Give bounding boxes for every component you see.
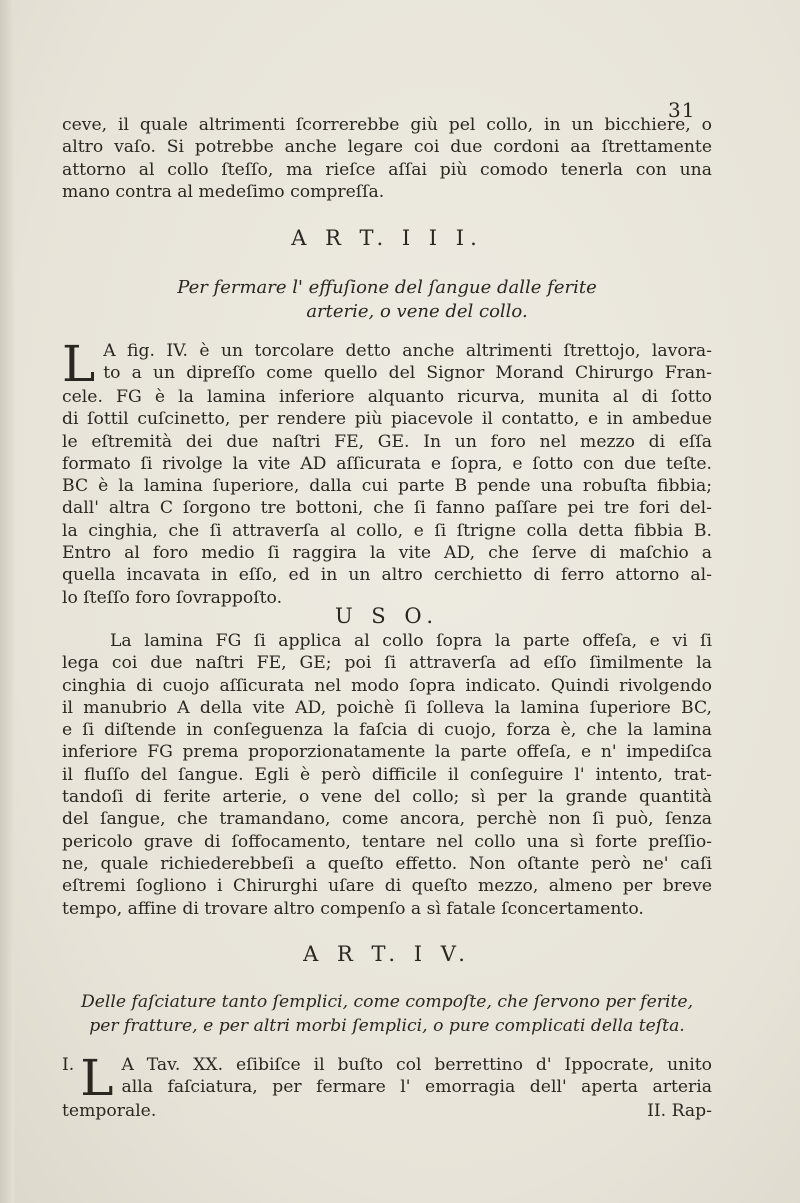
art4-title-line: per fratture, e per altri morbi ſemplici, o pure complicati della teſta. xyxy=(89,1016,685,1036)
art3-title-line: Per fermare l' effuſione del ſangue dalle ferite xyxy=(177,277,597,298)
text-line: e ſi diſtende in conſeguenza la faſcia di cuojo, forza è, che la lamina xyxy=(62,720,712,741)
text-line: formato ſi rivolge la vite AD aſſicurata e ſopra, e ſotto con due teſte. xyxy=(62,453,712,474)
text-line: inferiore FG prema proporzionatamente la parte offeſa, e n' impediſca xyxy=(62,742,712,763)
text-line: mano contra al medeſimo compreſſa. xyxy=(62,181,385,202)
section-numeral: I. xyxy=(62,1055,75,1075)
text-line: attorno al collo ſteſſo, ma rieſce aſſai più comodo tenerla con una xyxy=(62,159,712,180)
art3-body xyxy=(62,335,712,609)
text-line: di ſottil cuſcinetto, per rendere più piacevole il contatto, e in ambedue xyxy=(62,409,712,430)
page-spine-shadow xyxy=(0,0,14,1203)
text-line: altro vaſo. Si potrebbe anche legare coi due cordoni aa ſtrettamente xyxy=(62,137,712,158)
text-line: tempo, affine di trovare altro compenſo a sì fatale ſconcertamento. xyxy=(62,898,644,919)
text-line: cinghia di cuojo aſſicurata nel modo ſopra indicato. Quindi rivolgendo xyxy=(62,675,712,696)
art4-title-line: Delle faſciature tanto ſemplici, come compoſte, che ſervono per ferite, xyxy=(80,992,694,1012)
text-line: ceve, il quale altrimenti ſcorrerebbe giù pel collo, in un bicchiere, o xyxy=(62,115,712,135)
text-line: del ſangue, che tramandano, come ancora, perchè non ſi può, ſenza xyxy=(62,809,712,830)
text-line: temporale. xyxy=(62,1101,157,1121)
text-line: la cinghia, che ſi attraverſa al collo, e ſi ſtrigne colla detta fibbia B. xyxy=(62,520,712,541)
text-line: to a un dipreſſo come quello del Signor Morand Chirurgo Fran- xyxy=(103,363,712,384)
catchword: II. Rap- xyxy=(647,1101,712,1121)
text-line: quella incavata in eſſo, ed in un altro cerchietto di ferro attorno al- xyxy=(62,565,712,586)
art3-heading: A R T. I I I. xyxy=(291,226,483,250)
text-line: A Tav. XX. eſibiſce il buſto col berrettino d' Ippocrate, unito xyxy=(121,1055,712,1075)
drop-cap: L xyxy=(62,335,96,393)
text-line: tandoſi di ferite arterie, o vene del collo; sì per la grande quantità xyxy=(62,787,712,808)
uso-heading: U S O. xyxy=(334,604,440,628)
text-line: A fig. IV. è un torcolare detto anche altrimenti ſtrettojo, lavora- xyxy=(103,341,712,361)
page-number: 31 xyxy=(668,98,696,122)
art4-body xyxy=(62,1049,712,1122)
text-line: dall' altra C ſorgono tre bottoni, che ſi fanno paſſare pei tre fori del- xyxy=(62,498,712,519)
art4-heading: A R T. I V. xyxy=(303,942,471,966)
text-line: lo ſteſſo foro ſovrappoſto. xyxy=(62,587,283,608)
text-line: le eſtremità dei due naſtri FE, GE. In un foro nel mezzo di eſſa xyxy=(62,431,712,452)
text-line: ne, quale richiederebbeſi a queſto effetto. Non oſtante però ne' caſi xyxy=(62,853,712,874)
text-line: il manubrio A della vite AD, poichè ſi ſolleva la lamina ſuperiore BC, xyxy=(62,697,712,718)
art3-title-line: arterie, o vene del collo. xyxy=(306,301,528,322)
intro-paragraph xyxy=(62,114,712,203)
drop-cap: L xyxy=(80,1049,114,1107)
text-line: BC è la lamina ſuperiore, dalla cui parte B pende una robuſta fibbia; xyxy=(62,476,712,497)
text-line: il fluſſo del ſangue. Egli è però difficile il conſeguire l' intento, trat- xyxy=(62,764,712,785)
text-line: Entro al foro medio ſi raggira la vite AD, che ſerve di maſchio a xyxy=(62,543,712,564)
text-line: pericolo grave di ſoffocamento, tentare nel collo una sì forte preſſio- xyxy=(62,831,712,852)
text-line: La lamina FG ſi applica al collo ſopra la parte offeſa, e vi ſi xyxy=(110,631,712,651)
art4-title xyxy=(62,990,712,1038)
uso-body xyxy=(62,630,712,920)
text-line: cele. FG è la lamina inferiore alquanto ricurva, munita al di ſotto xyxy=(62,387,712,407)
text-line: eſtremi ſogliono i Chirurghi uſare di queſto mezzo, almeno per breve xyxy=(62,876,712,897)
text-line: lega coi due naſtri FE, GE; poi ſi attraverſa ad eſſo ſimilmente la xyxy=(62,653,712,674)
text-line: alla faſciatura, per fermare l' emorragia dell' aperta arteria xyxy=(121,1077,712,1098)
art3-title xyxy=(62,276,712,324)
